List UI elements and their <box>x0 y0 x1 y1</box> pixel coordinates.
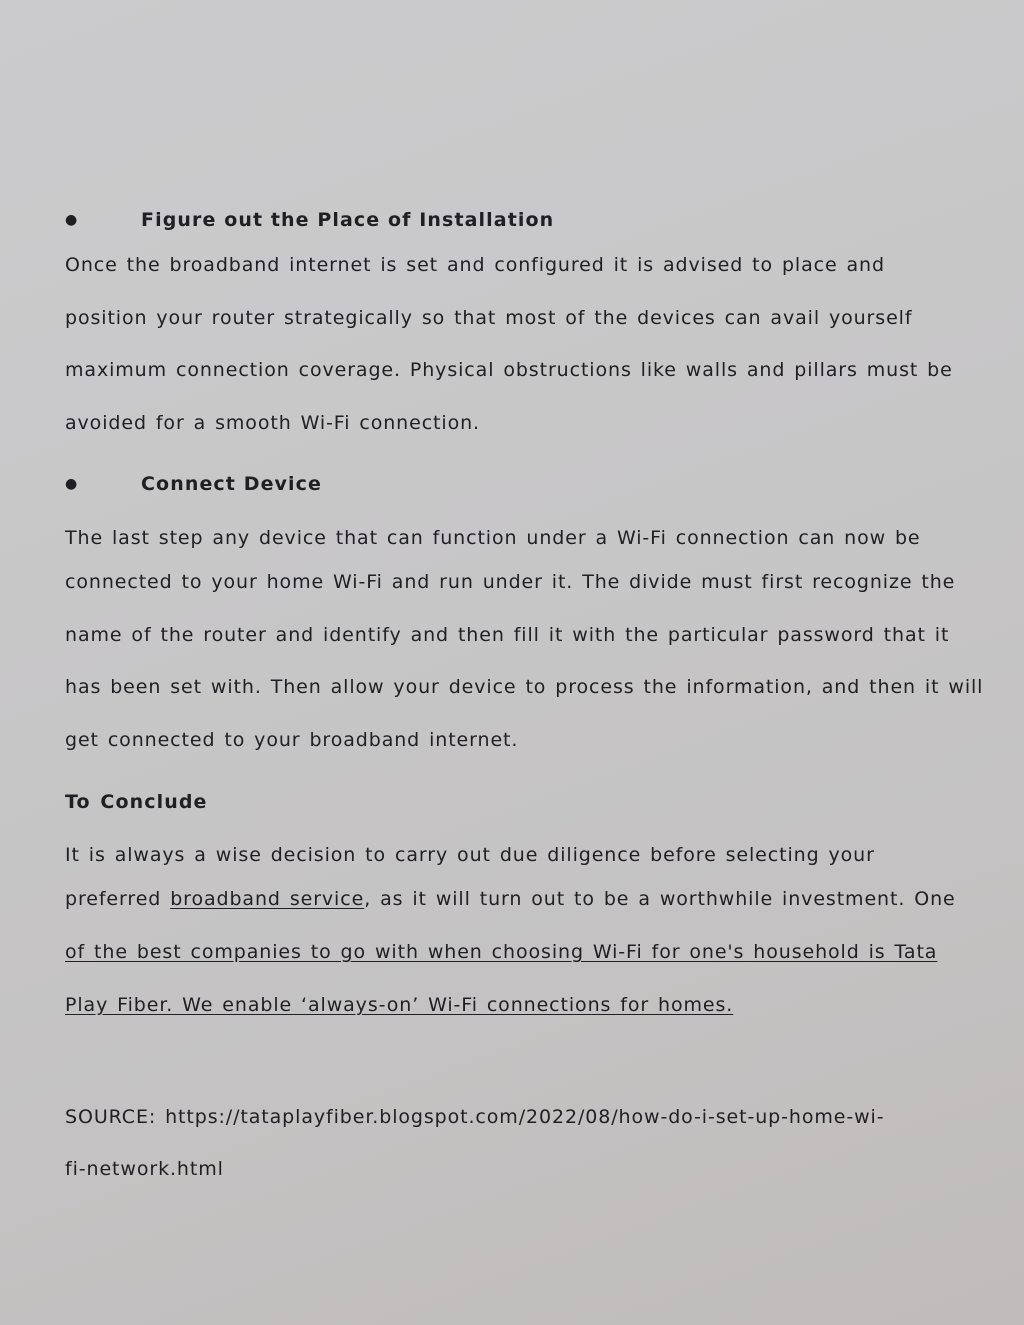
source-url-line: fi-network.html <box>65 1158 224 1180</box>
section-heading-installation: Figure out the Place of Installation <box>141 209 555 231</box>
section-heading-conclusion: To Conclude <box>65 791 208 813</box>
section-heading-connect-device: Connect Device <box>141 473 323 495</box>
paragraph-line: It is always a wise decision to carry out due diligence before selecting your <box>65 844 875 866</box>
text-fragment: , as it will turn out to be a worthwhile investment. One <box>364 888 956 910</box>
bullet-icon: ● <box>65 476 78 492</box>
paragraph-line: The last step any device that can function under a Wi-Fi connection can now be <box>65 527 921 549</box>
paragraph-line: name of the router and identify and then fill it with the particular password that it <box>65 624 950 646</box>
bullet-icon: ● <box>65 212 78 228</box>
paragraph-line: has been set with. Then allow your device to process the information, and then it will <box>65 676 984 698</box>
paragraph-line: position your router strategically so that most of the devices can avail yourself <box>65 307 913 329</box>
paragraph-line <box>65 887 956 911</box>
broadband-service-link[interactable]: broadband service <box>170 888 365 910</box>
source-url-line: SOURCE: https://tataplayfiber.blogspot.com/2022/08/how-do-i-set-up-home-wi- <box>65 1106 885 1128</box>
tata-play-link-line[interactable]: of the best companies to go with when choosing Wi-Fi for one's household is Tata <box>65 941 938 963</box>
paragraph-line: avoided for a smooth Wi-Fi connection. <box>65 412 480 434</box>
paragraph-line: maximum connection coverage. Physical obstructions like walls and pillars must be <box>65 359 953 381</box>
tata-play-link-line[interactable]: Play Fiber. We enable ‘always-on’ Wi-Fi connections for homes. <box>65 994 734 1016</box>
paragraph-line: connected to your home Wi-Fi and run under it. The divide must first recognize the <box>65 571 956 593</box>
paragraph-line: get connected to your broadband internet. <box>65 729 519 751</box>
text-fragment: preferred <box>65 888 171 910</box>
paragraph-line: Once the broadband internet is set and configured it is advised to place and <box>65 254 885 276</box>
